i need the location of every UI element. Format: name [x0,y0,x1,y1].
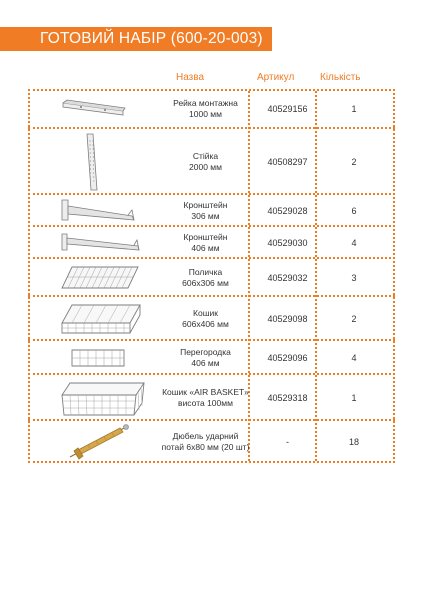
table-row [28,227,395,259]
item-qty: 2 [351,314,357,324]
table-row [28,89,395,129]
item-article: 40529318 [267,393,308,403]
item-qty: 1 [351,104,357,114]
divider-icon [68,346,128,370]
item-article: 40529096 [267,353,308,363]
header-qty: Кількість [320,72,361,83]
item-qty: 2 [351,157,357,167]
item-qty: 18 [348,437,359,447]
header-name: Назва [176,72,205,83]
bracket-306-icon [58,198,138,224]
item-name: Кошик 606х406 мм [182,308,229,329]
item-name: Дюбель ударний потай 6х80 мм (20 шт) [161,431,250,452]
upright-post-icon [80,132,104,192]
item-article: 40529098 [267,314,308,324]
wire-basket-icon [56,301,144,337]
item-article: 40508297 [267,157,308,167]
table-row [28,375,395,421]
item-name: Кронштейн 406 мм [183,232,228,253]
table-row [28,195,395,227]
item-qty: 3 [351,273,357,283]
item-name: Перегородка 406 мм [180,347,231,368]
item-name: Рейка монтажна 1000 мм [173,98,238,119]
item-article: 40529156 [267,104,308,114]
item-name: Стійка 2000 мм [189,151,222,172]
item-article: 40529028 [267,206,308,216]
table-row [28,259,395,297]
table-row [28,421,395,463]
table-row [28,297,395,341]
wall-plug-icon [64,423,134,461]
kit-title: ГОТОВИЙ НАБІР (600-20-003) [0,27,272,51]
table-row [28,129,395,195]
bracket-406-icon [58,232,142,254]
item-name: Кронштейн 306 мм [183,200,228,221]
wire-shelf-icon [58,264,142,292]
item-name: Поличка 606х306 мм [182,267,229,288]
item-qty: 6 [351,206,357,216]
item-name: Кошик «AIR BASKET» висота 100мм [162,387,249,408]
header-article: Артикул [257,72,295,83]
item-qty: 1 [351,393,357,403]
item-qty: 4 [351,238,357,248]
item-article: 40529030 [267,238,308,248]
table-row [28,341,395,375]
item-article: - [286,437,289,447]
item-article: 40529032 [267,273,308,283]
mounting-rail-icon [61,97,127,119]
item-qty: 4 [351,353,357,363]
